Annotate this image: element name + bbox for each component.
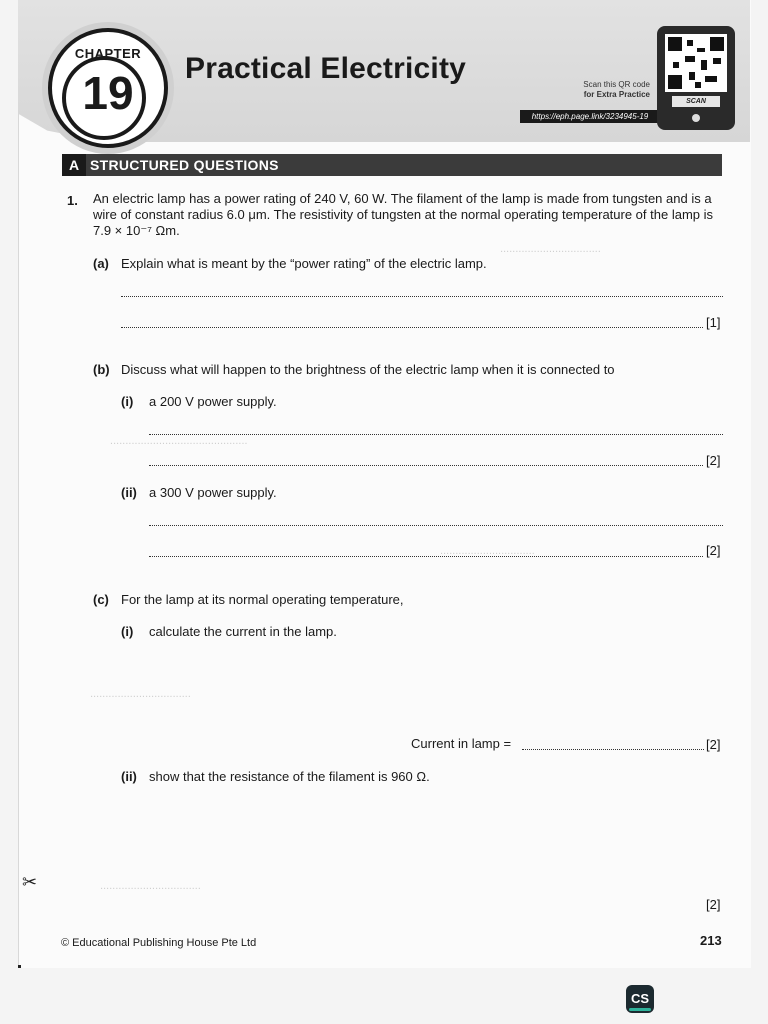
part-c-i-mark: [2] [706, 737, 721, 752]
part-c-i-label: (i) [121, 624, 134, 639]
part-b-i-text: a 200 V power supply. [149, 394, 277, 409]
bleed-through-shadow: ............................... [440, 545, 535, 557]
scan-note-line1: Scan this QR code [583, 80, 650, 89]
bleed-through-shadow: ................................. [90, 688, 191, 700]
section-letter: A [62, 154, 86, 176]
part-c-ii-label: (ii) [121, 769, 137, 784]
part-b-ii-label: (ii) [121, 485, 137, 500]
chapter-title: Practical Electricity [185, 52, 467, 85]
part-c-ii-mark: [2] [706, 897, 721, 912]
question-stem: An electric lamp has a power rating of 240 V, 60 W. The filament of the lamp is made from tungsten and is a wire of constant radius 6.0 μm. The resistivity of tungsten at the normal operating temperature of the lamp is 7.9 × 10⁻⁷ Ωm. [93, 191, 714, 238]
answer-line[interactable] [121, 327, 703, 328]
current-answer-line[interactable] [522, 749, 704, 750]
answer-line[interactable] [121, 296, 723, 297]
scissors-icon: ✂ [22, 872, 38, 892]
part-a-label: (a) [93, 256, 109, 271]
scan-note-line2: for Extra Practice [583, 90, 650, 99]
part-c-ii-text: show that the resistance of the filament is 960 Ω. [149, 769, 430, 784]
qr-code-icon[interactable] [665, 34, 727, 92]
bleed-through-shadow: ................................. [100, 880, 201, 892]
current-answer-label: Current in lamp = [411, 736, 512, 751]
qr-scan-note [566, 80, 650, 100]
part-c-label: (c) [93, 592, 109, 607]
question-number: 1. [67, 193, 78, 208]
camscanner-badge-icon[interactable]: CS [626, 985, 654, 1013]
bleed-through-shadow: ............................................. [110, 435, 248, 447]
page-dot [18, 965, 21, 968]
part-c-i-text: calculate the current in the lamp. [149, 624, 337, 639]
practice-url[interactable]: https://eph.page.link/3234945-19 [520, 110, 660, 123]
part-b-i-label: (i) [121, 394, 134, 409]
worksheet-page [18, 0, 751, 968]
part-c-text: For the lamp at its normal operating temperature, [121, 592, 404, 607]
chapter-number: 19 [82, 67, 134, 119]
part-b-ii-text: a 300 V power supply. [149, 485, 277, 500]
phone-home-icon [692, 114, 700, 122]
answer-line[interactable] [149, 465, 703, 466]
answer-line[interactable] [149, 556, 703, 557]
page-number: 213 [700, 933, 722, 948]
bleed-through-shadow: ................................. [500, 243, 601, 255]
section-title: STRUCTURED QUESTIONS [90, 157, 279, 173]
answer-line[interactable] [149, 525, 723, 526]
answer-line[interactable] [149, 434, 723, 435]
part-b-i-mark: [2] [706, 453, 721, 468]
part-a-mark: [1] [706, 315, 721, 330]
part-a-text: Explain what is meant by the “power rating” of the electric lamp. [121, 256, 487, 271]
part-b-text: Discuss what will happen to the brightness of the electric lamp when it is connected to [121, 362, 615, 377]
scan-button[interactable]: SCAN [672, 96, 720, 107]
part-b-label: (b) [93, 362, 110, 377]
part-b-ii-mark: [2] [706, 543, 721, 558]
chapter-badge [48, 28, 168, 148]
chapter-word: CHAPTER [74, 46, 142, 61]
publisher-credit: © Educational Publishing House Pte Ltd [61, 937, 257, 949]
